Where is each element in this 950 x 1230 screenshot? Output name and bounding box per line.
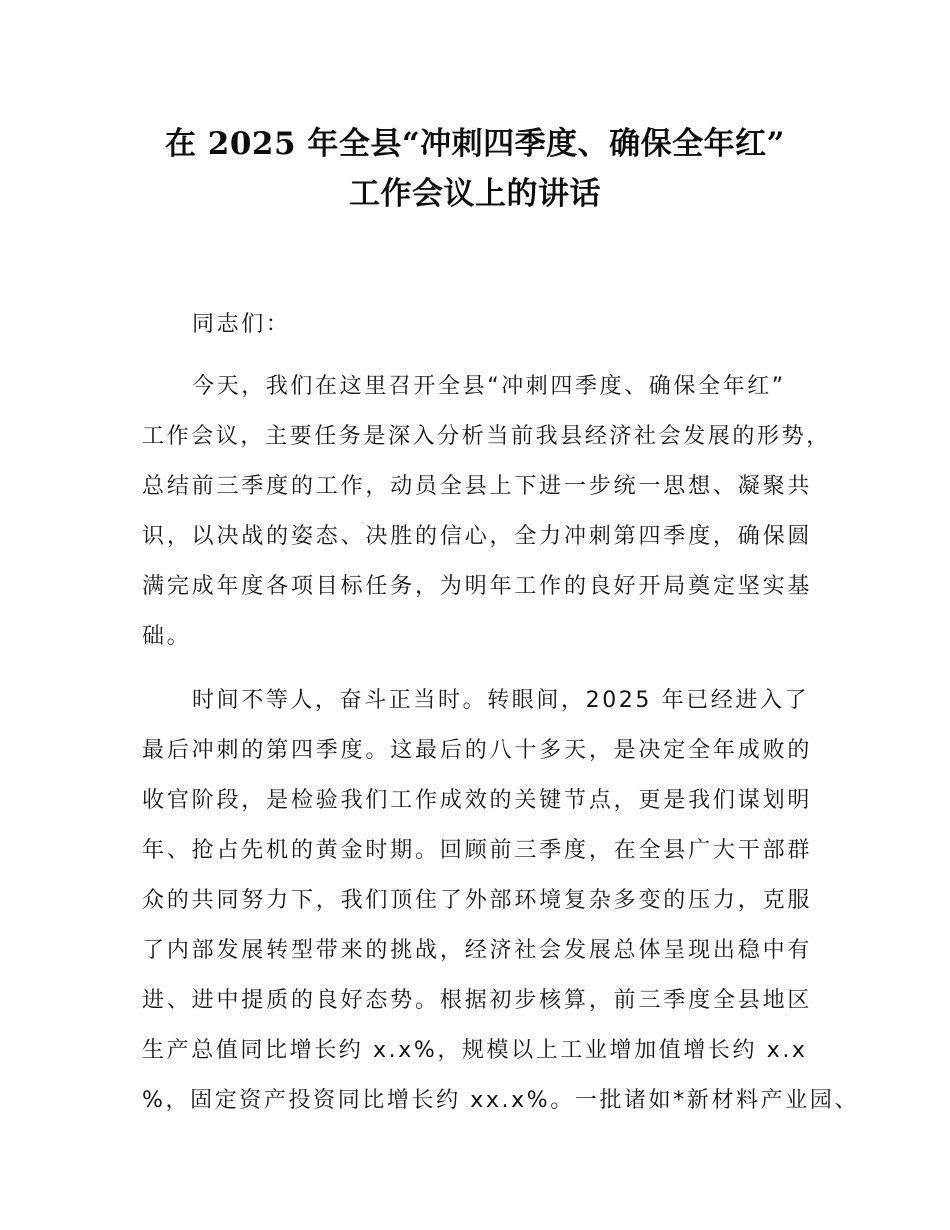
paragraph-2-line-3: 收官阶段，是检验我们工作成效的关键节点，更是我们谋划明 — [142, 788, 812, 813]
paragraph-2-line-8: 生产总值同比增长约 x.x%，规模以上工业增加值增长约 x.x — [142, 1038, 808, 1063]
paragraph-1-line-6: 础。 — [142, 624, 192, 649]
paragraph-2-line-7: 进、进中提质的良好态势。根据初步核算，前三季度全县地区 — [142, 988, 812, 1013]
paragraph-2-line-2: 最后冲刺的第四季度。这最后的八十多天，是决定全年成败的 — [142, 738, 812, 763]
paragraph-1-line-2: 工作会议，主要任务是深入分析当前我县经济社会发展的形势， — [142, 424, 831, 449]
paragraph-1-line-3: 总结前三季度的工作，动员全县上下进一步统一思想、凝聚共 — [142, 474, 812, 499]
salutation: 同志们： — [192, 312, 291, 337]
paragraph-1-line-4: 识，以决战的姿态、决胜的信心，全力冲刺第四季度，确保圆 — [142, 524, 812, 549]
document-title-line-1: 在 2025 年全县“冲刺四季度、确保全年红” — [164, 126, 786, 162]
document-title-line-2: 工作会议上的讲话 — [349, 176, 601, 212]
paragraph-2-line-9: %，固定资产投资同比增长约 xx.x%。一批诸如*新材料产业园、 — [142, 1088, 860, 1113]
paragraph-1-line-1: 今天，我们在这里召开全县“冲刺四季度、确保全年红” — [192, 374, 786, 399]
paragraph-2-line-1: 时间不等人，奋斗正当时。转眼间，2025 年已经进入了 — [192, 688, 810, 713]
paragraph-2-line-5: 众的共同努力下，我们顶住了外部环境复杂多变的压力，克服 — [142, 888, 812, 913]
paragraph-2-line-6: 了内部发展转型带来的挑战，经济社会发展总体呈现出稳中有 — [142, 938, 812, 963]
paragraph-1-line-5: 满完成年度各项目标任务，为明年工作的良好开局奠定坚实基 — [142, 574, 812, 599]
paragraph-2-line-4: 年、抢占先机的黄金时期。回顾前三季度，在全县广大干部群 — [142, 838, 812, 863]
